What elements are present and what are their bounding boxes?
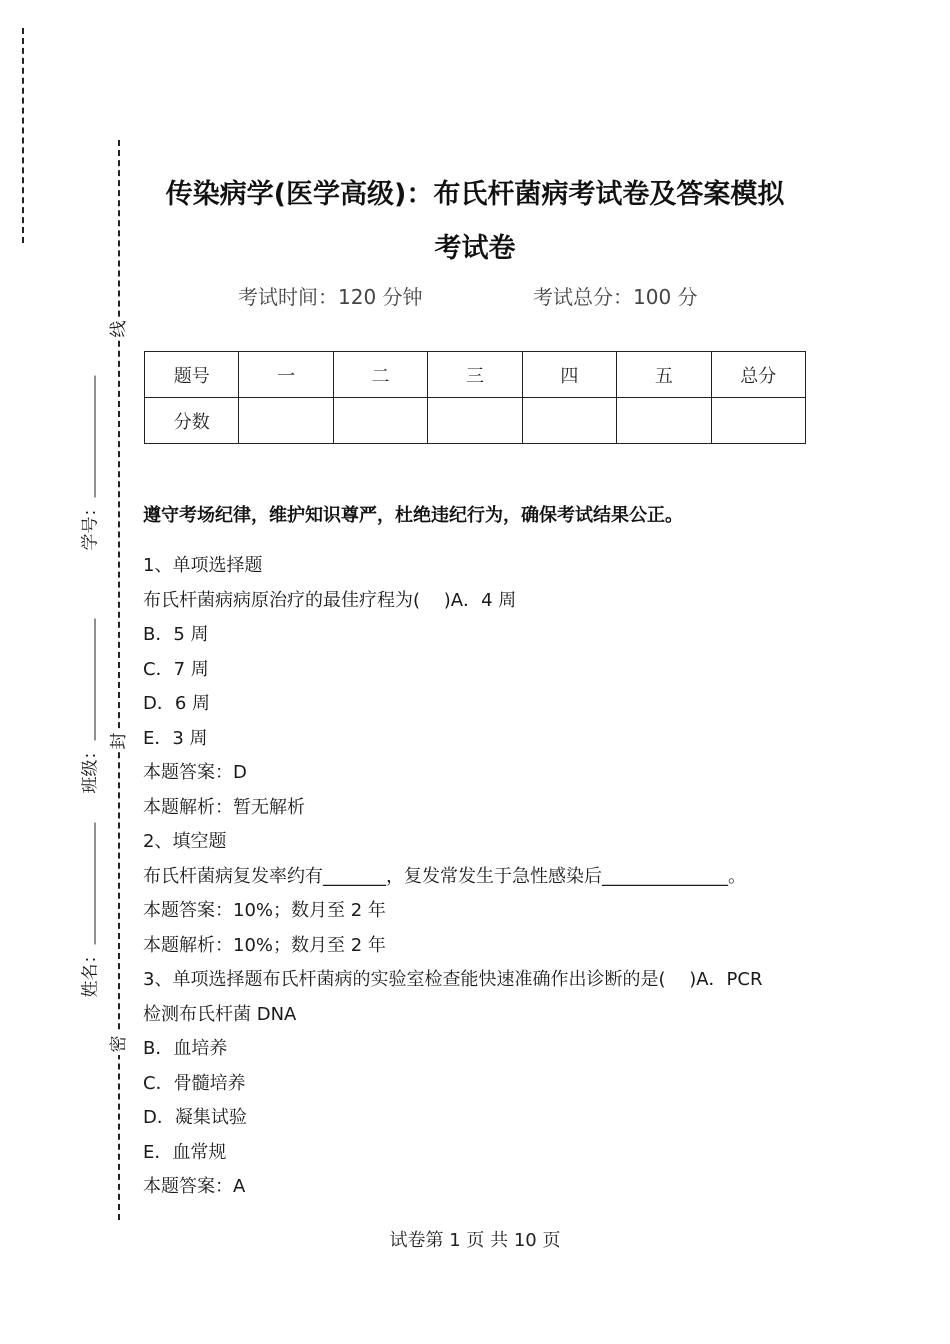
explanation: 本题解析：10%；数月至 2 年 <box>143 934 386 956</box>
answer: 本题答案：A <box>143 1176 246 1197</box>
binding-mark-seal: 封 <box>108 730 130 752</box>
name-label: 姓名： <box>80 946 100 998</box>
header-cell-4: 四 <box>522 352 616 398</box>
score-cell[interactable] <box>239 398 333 444</box>
score-cell[interactable] <box>617 398 711 444</box>
question-text: 3、单项选择题布氏杆菌病的实验室检查能快速准确作出诊断的是( )A．PCR <box>143 969 763 990</box>
question-text: 布氏杆菌病复发率约有_______，复发常发生于急性感染后______________。 <box>143 865 746 887</box>
option: C．7 周 <box>143 658 209 680</box>
class-field[interactable] <box>76 619 100 794</box>
outer-cut-line <box>22 28 24 243</box>
row-label-score: 分数 <box>145 398 239 444</box>
option: E．3 周 <box>143 727 208 749</box>
question-text-continued: 检测布氏杆菌 DNA <box>143 1003 297 1025</box>
option: C．骨髓培养 <box>143 1072 246 1094</box>
score-cell[interactable] <box>428 398 522 444</box>
header-cell-question-no: 题号 <box>145 352 239 398</box>
student-id-label: 学号： <box>80 499 100 551</box>
page-footer: 试卷第 1 页 共 10 页 <box>389 1230 561 1251</box>
score-cell[interactable] <box>333 398 427 444</box>
explanation: 本题解析：暂无解析 <box>143 796 305 818</box>
header-cell-2: 二 <box>333 352 427 398</box>
class-label: 班级： <box>80 742 100 794</box>
name-field[interactable] <box>76 823 100 998</box>
answer: 本题答案：D <box>143 762 247 783</box>
score-table-score-row <box>145 398 806 444</box>
exam-title <box>140 168 810 276</box>
option: D．6 周 <box>143 693 211 714</box>
section-heading: 1、单项选择题 <box>143 555 263 576</box>
student-id-field[interactable] <box>76 376 100 551</box>
question-text: 布氏杆菌病病原治疗的最佳疗程为( )A．4 周 <box>143 589 517 611</box>
title-line-2: 考试卷 <box>434 233 516 264</box>
title-line-1: 传染病学(医学高级)：布氏杆菌病考试卷及答案模拟 <box>165 179 785 210</box>
score-table <box>144 351 806 444</box>
score-table-header-row <box>145 352 806 398</box>
answer: 本题答案：10%；数月至 2 年 <box>143 900 386 921</box>
binding-dashed-line <box>118 140 120 1220</box>
option: B．血培养 <box>143 1038 228 1059</box>
binding-mark-secret: 密 <box>108 1033 130 1055</box>
exam-time: 考试时间：120 分钟 <box>238 285 423 309</box>
question-content <box>143 549 808 1205</box>
class-underline <box>80 619 95 741</box>
option: D．凝集试验 <box>143 1107 247 1128</box>
binding-mark-line: 线 <box>108 318 130 340</box>
score-cell[interactable] <box>711 398 805 444</box>
header-cell-5: 五 <box>617 352 711 398</box>
header-cell-1: 一 <box>239 352 333 398</box>
exam-total-score: 考试总分：100 分 <box>533 285 698 309</box>
score-cell[interactable] <box>522 398 616 444</box>
exam-notice: 遵守考场纪律，维护知识尊严，杜绝违纪行为，确保考试结果公正。 <box>143 505 683 526</box>
student-id-underline <box>80 376 95 498</box>
section-heading: 2、填空题 <box>143 831 227 852</box>
name-underline <box>80 823 95 945</box>
header-cell-3: 三 <box>428 352 522 398</box>
header-cell-total: 总分 <box>711 352 805 398</box>
option: B．5 周 <box>143 624 209 645</box>
option: E．血常规 <box>143 1141 227 1163</box>
